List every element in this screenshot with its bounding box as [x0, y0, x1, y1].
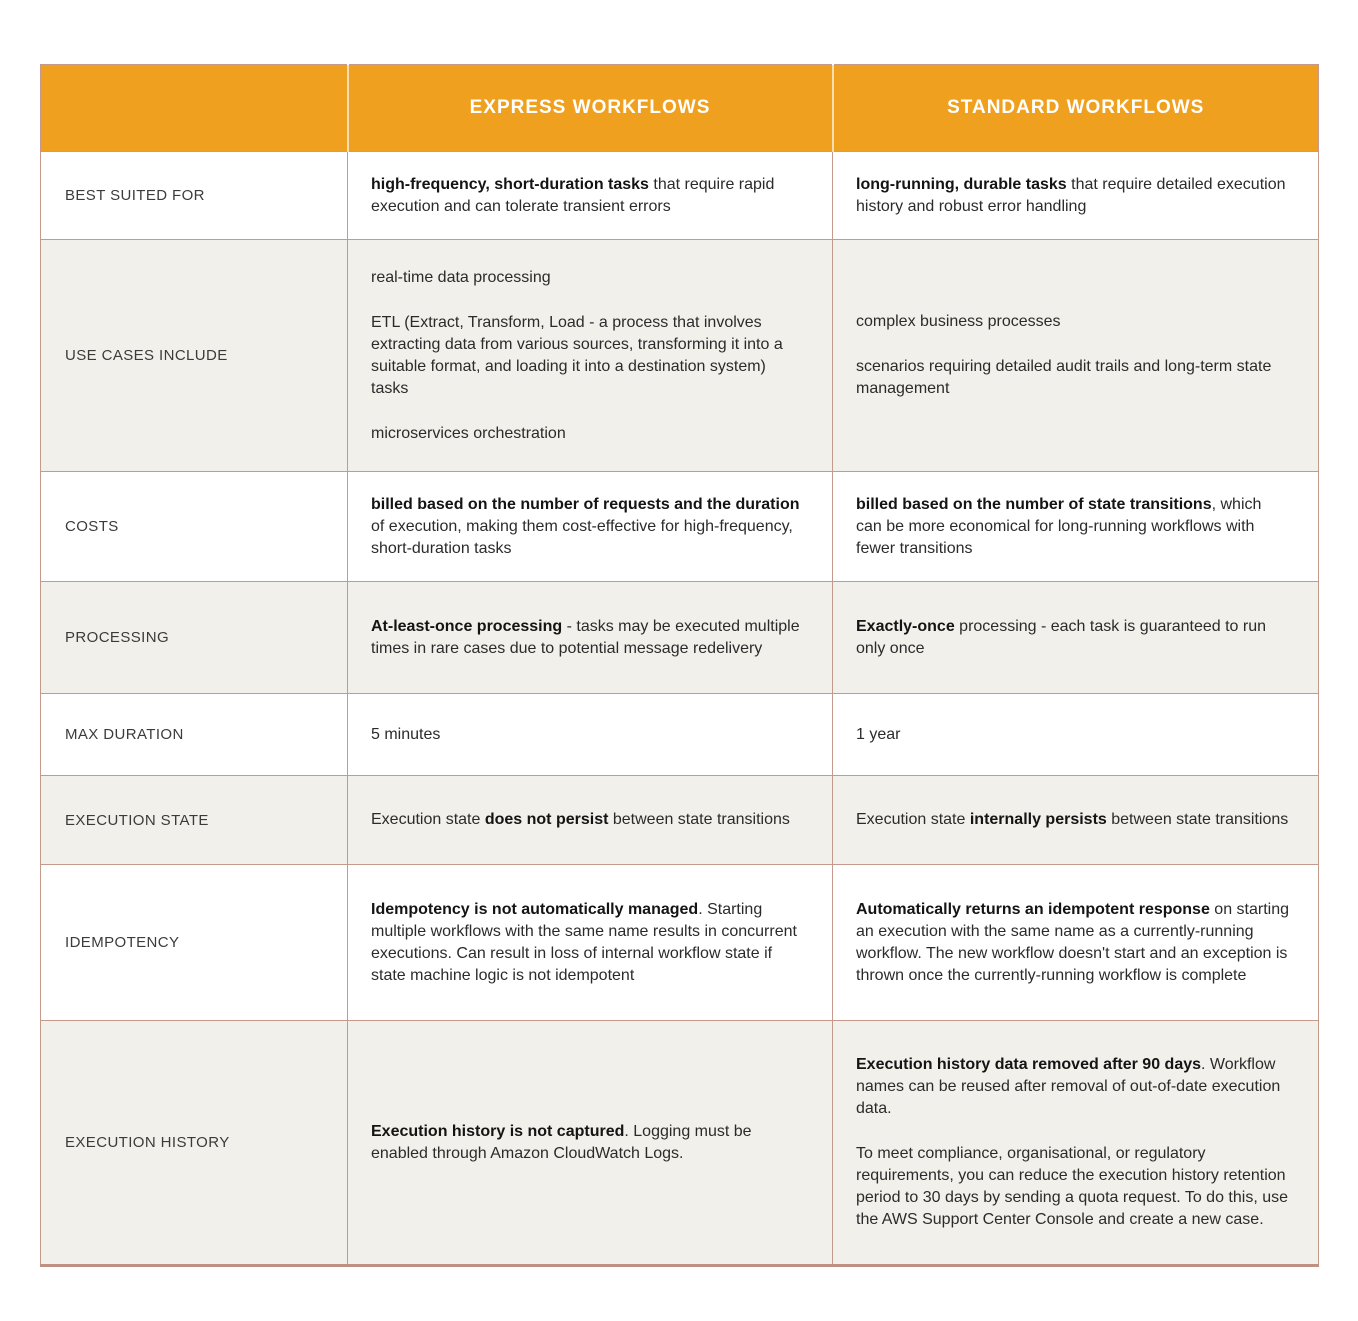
workflows-comparison-table [40, 64, 1319, 1267]
standard-cell [833, 240, 1319, 472]
header-standard-workflows: STANDARD WORKFLOWS [833, 65, 1319, 152]
express-cell [348, 776, 833, 865]
row-label: COSTS [41, 472, 348, 582]
paragraph: 5 minutes [371, 725, 441, 743]
table-row [41, 152, 1319, 240]
table-row [41, 472, 1319, 582]
table-row [41, 240, 1319, 472]
table-row [41, 865, 1319, 1021]
paragraph: At-least-once processing - tasks may be executed multiple times in rare cases due to potential message redelivery [371, 617, 800, 657]
paragraph: Execution state internally persists between state transitions [856, 811, 1289, 828]
standard-cell [833, 582, 1319, 694]
paragraph: high-frequency, short-duration tasks that require rapid execution and can tolerate transient errors [371, 175, 775, 215]
paragraph: long-running, durable tasks that require detailed execution history and robust error handling [856, 175, 1286, 215]
header-empty-cell [41, 65, 348, 152]
standard-cell [833, 865, 1319, 1021]
row-label: BEST SUITED FOR [41, 152, 348, 240]
row-label: IDEMPOTENCY [41, 865, 348, 1021]
express-cell [348, 240, 833, 472]
paragraph: Idempotency is not automatically managed. Starting multiple workflows with the same name results in concurrent executions. Can result in loss of internal workflow state if state machine logic is not idempotent [371, 900, 797, 984]
standard-cell [833, 694, 1319, 776]
row-label: USE CASES INCLUDE [41, 240, 348, 472]
paragraph: microservices orchestration [371, 424, 566, 442]
paragraph: To meet compliance, organisational, or regulatory requirements, you can reduce the execution history retention period to 30 days by sending a quota request. To do this, use the AWS Support Center Console and create a new case. [856, 1145, 1288, 1228]
paragraph: Execution state does not persist between state transitions [371, 811, 790, 828]
table-row [41, 582, 1319, 694]
paragraph: scenarios requiring detailed audit trails and long-term state management [856, 358, 1272, 397]
paragraph: complex business processes [856, 313, 1061, 330]
table-row [41, 776, 1319, 865]
express-cell [348, 694, 833, 776]
header-row [41, 65, 1319, 152]
express-cell [348, 865, 833, 1021]
row-label: EXECUTION STATE [41, 776, 348, 865]
express-cell [348, 1021, 833, 1266]
paragraph: Execution history data removed after 90 days. Workflow names can be reused after removal of out-of-date execution data. [856, 1056, 1281, 1117]
standard-cell [833, 1021, 1319, 1266]
table-body [41, 152, 1319, 1266]
comparison-table-wrapper [40, 64, 1318, 1267]
row-label: PROCESSING [41, 582, 348, 694]
paragraph: billed based on the number of state transitions, which can be more economical for long-running workflows with fewer transitions [856, 495, 1262, 557]
row-label: MAX DURATION [41, 694, 348, 776]
paragraph: Exactly-once processing - each task is guaranteed to run only once [856, 617, 1267, 657]
standard-cell [833, 472, 1319, 582]
table-row [41, 1021, 1319, 1266]
row-label: EXECUTION HISTORY [41, 1021, 348, 1266]
standard-cell [833, 152, 1319, 240]
header-express-workflows: EXPRESS WORKFLOWS [348, 65, 833, 152]
paragraph: ETL (Extract, Transform, Load - a process that involves extracting data from various sources, transforming it into a suitable format, and loading it into a destination system) tasks [371, 313, 783, 397]
table-header [41, 65, 1319, 152]
express-cell [348, 152, 833, 240]
paragraph: real-time data processing [371, 268, 551, 286]
express-cell [348, 472, 833, 582]
table-row [41, 694, 1319, 776]
express-cell [348, 582, 833, 694]
paragraph: billed based on the number of requests and the duration of execution, making them cost-effective for high-frequency, short-duration tasks [371, 495, 800, 557]
paragraph: 1 year [856, 725, 901, 743]
paragraph: Automatically returns an idempotent response on starting an execution with the same name as a currently-running workflow. The new workflow doesn't start and an exception is thrown once the currently-running workflow is complete [856, 900, 1290, 984]
paragraph: Execution history is not captured. Logging must be enabled through Amazon CloudWatch Logs. [371, 1122, 752, 1162]
standard-cell [833, 776, 1319, 865]
